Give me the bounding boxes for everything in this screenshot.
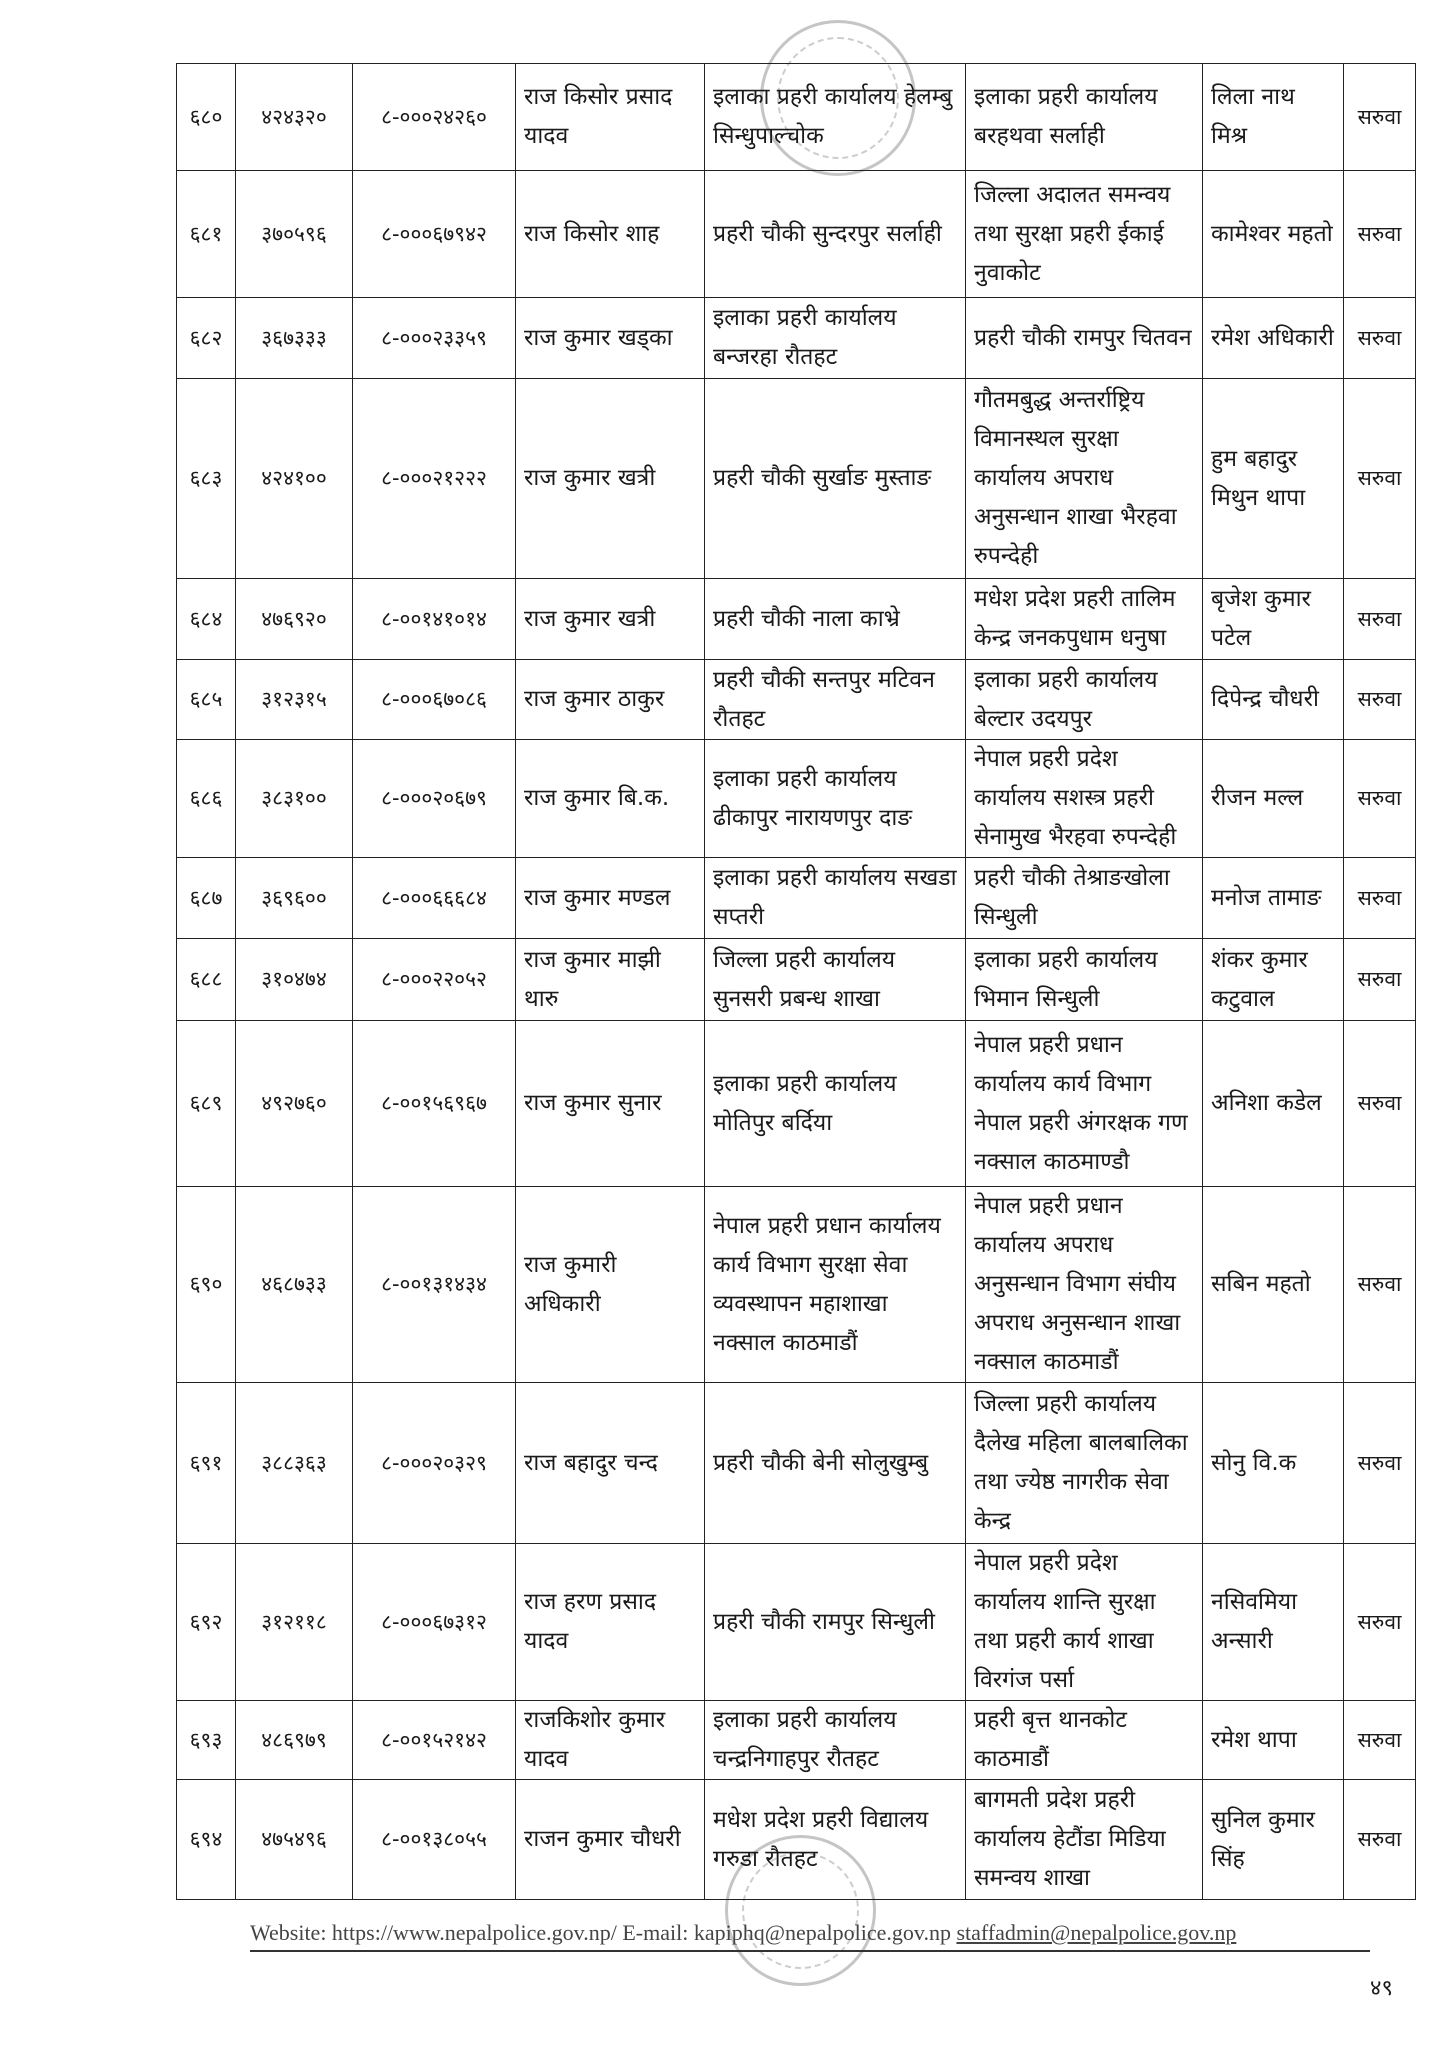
transfer-type: सरुवा [1344, 1780, 1416, 1900]
current-office: प्रहरी चौकी सुर्खाङ मुस्ताङ [705, 379, 966, 579]
employee-name: राज कुमार माझी थारु [516, 939, 705, 1021]
employee-name: राज किसोर प्रसाद यादव [516, 64, 705, 171]
code-number: ८-०००२०३२९ [353, 1383, 516, 1544]
replacement-name: रमेश अधिकारी [1203, 298, 1344, 379]
transfer-office: प्रहरी बृत्त थानकोट काठमाडौं [966, 1701, 1203, 1780]
current-office: इलाका प्रहरी कार्यालय चन्द्रनिगाहपुर रौतहट [705, 1701, 966, 1780]
employee-id: ३६९६०० [236, 858, 353, 939]
replacement-name: हुम बहादुर मिथुन थापा [1203, 379, 1344, 579]
transfer-table [176, 63, 1416, 1900]
table-row [177, 740, 1416, 858]
serial-number: ६८७ [177, 858, 236, 939]
replacement-name: दिपेन्द्र चौधरी [1203, 660, 1344, 740]
transfer-office: जिल्ला प्रहरी कार्यालय दैलेख महिला बालबालिका तथा ज्येष्ठ नागरीक सेवा केन्द्र [966, 1383, 1203, 1544]
code-number: ८-००१५६९६७ [353, 1021, 516, 1187]
current-office: इलाका प्रहरी कार्यालय बन्जरहा रौतहट [705, 298, 966, 379]
serial-number: ६८२ [177, 298, 236, 379]
transfer-type: सरुवा [1344, 858, 1416, 939]
transfer-office: नेपाल प्रहरी प्रधान कार्यालय अपराध अनुसन्धान विभाग संघीय अपराध अनुसन्धान शाखा नक्साल काठमाडौं [966, 1187, 1203, 1383]
code-number: ८-०००६७३१२ [353, 1544, 516, 1701]
table-row [177, 858, 1416, 939]
serial-number: ६८४ [177, 579, 236, 660]
code-number: ८-०००६६६८४ [353, 858, 516, 939]
footer-contact [250, 1920, 1370, 1952]
replacement-name: शंकर कुमार कटुवाल [1203, 939, 1344, 1021]
employee-id: ४६८७३३ [236, 1187, 353, 1383]
current-office: मधेश प्रदेश प्रहरी विद्यालय गरुडा रौतहट [705, 1780, 966, 1900]
table-row [177, 1701, 1416, 1780]
serial-number: ६८८ [177, 939, 236, 1021]
transfer-office: प्रहरी चौकी रामपुर चितवन [966, 298, 1203, 379]
transfer-office: नेपाल प्रहरी प्रधान कार्यालय कार्य विभाग नेपाल प्रहरी अंगरक्षक गण नक्साल काठमाण्डौ [966, 1021, 1203, 1187]
code-number: ८-०००६७०८६ [353, 660, 516, 740]
replacement-name: लिला नाथ मिश्र [1203, 64, 1344, 171]
employee-id: ३१२११८ [236, 1544, 353, 1701]
employee-name: राज किसोर शाह [516, 171, 705, 298]
employee-id: ४२४१०० [236, 379, 353, 579]
table-row [177, 64, 1416, 171]
code-number: ८-०००२२०५२ [353, 939, 516, 1021]
transfer-office: इलाका प्रहरी कार्यालय बेल्टार उदयपुर [966, 660, 1203, 740]
transfer-type: सरुवा [1344, 298, 1416, 379]
transfer-office: गौतमबुद्ध अन्तर्राष्ट्रिय विमानस्थल सुरक्षा कार्यालय अपराध अनुसन्धान शाखा भैरहवा रुपन्देही [966, 379, 1203, 579]
transfer-office: इलाका प्रहरी कार्यालय भिमान सिन्धुली [966, 939, 1203, 1021]
replacement-name: नसिवमिया अन्सारी [1203, 1544, 1344, 1701]
code-number: ८-००१३१४३४ [353, 1187, 516, 1383]
employee-id: ३६७३३३ [236, 298, 353, 379]
current-office: प्रहरी चौकी नाला काभ्रे [705, 579, 966, 660]
employee-name: राज कुमार खत्री [516, 579, 705, 660]
transfer-type: सरुवा [1344, 379, 1416, 579]
table-row [177, 171, 1416, 298]
table-row [177, 579, 1416, 660]
serial-number: ६८३ [177, 379, 236, 579]
employee-id: ४८६९७९ [236, 1701, 353, 1780]
table-row [177, 379, 1416, 579]
table-row [177, 1780, 1416, 1900]
current-office: प्रहरी चौकी रामपुर सिन्धुली [705, 1544, 966, 1701]
code-number: ८-०००२१२२२ [353, 379, 516, 579]
code-number: ८-०००६७९४२ [353, 171, 516, 298]
transfer-type: सरुवा [1344, 740, 1416, 858]
employee-name: राजकिशोर कुमार यादव [516, 1701, 705, 1780]
employee-id: ४७५४९६ [236, 1780, 353, 1900]
table-row [177, 939, 1416, 1021]
current-office: इलाका प्रहरी कार्यालय मोतिपुर बर्दिया [705, 1021, 966, 1187]
replacement-name: मनोज तामाङ [1203, 858, 1344, 939]
transfer-office: नेपाल प्रहरी प्रदेश कार्यालय शान्ति सुरक्षा तथा प्रहरी कार्य शाखा विरगंज पर्सा [966, 1544, 1203, 1701]
current-office: प्रहरी चौकी सुन्दरपुर सर्लाही [705, 171, 966, 298]
current-office: इलाका प्रहरी कार्यालय ढीकापुर नारायणपुर दाङ [705, 740, 966, 858]
table-row [177, 660, 1416, 740]
footer-website: Website: https://www.nepalpolice.gov.np/ E-mail: kapiphq@nepalpolice.gov.np [250, 1920, 951, 1945]
replacement-name: सोनु वि.क [1203, 1383, 1344, 1544]
employee-id: ४७६९२० [236, 579, 353, 660]
serial-number: ६८५ [177, 660, 236, 740]
transfer-office: प्रहरी चौकी तेश्राङखोला सिन्धुली [966, 858, 1203, 939]
employee-name: राज कुमार ठाकुर [516, 660, 705, 740]
replacement-name: कामेश्वर महतो [1203, 171, 1344, 298]
current-office: इलाका प्रहरी कार्यालय हेलम्बु सिन्धुपाल्चोक [705, 64, 966, 171]
employee-name: राज कुमार खड्का [516, 298, 705, 379]
transfer-type: सरुवा [1344, 1701, 1416, 1780]
employee-id: ४२४३२० [236, 64, 353, 171]
serial-number: ६८६ [177, 740, 236, 858]
transfer-type: सरुवा [1344, 1187, 1416, 1383]
code-number: ८-०००२०६७९ [353, 740, 516, 858]
employee-name: राज बहादुर चन्द [516, 1383, 705, 1544]
employee-name: राज कुमारी अधिकारी [516, 1187, 705, 1383]
serial-number: ६९२ [177, 1544, 236, 1701]
code-number: ८-०००२४२६० [353, 64, 516, 171]
transfer-office: नेपाल प्रहरी प्रदेश कार्यालय सशस्त्र प्रहरी सेनामुख भैरहवा रुपन्देही [966, 740, 1203, 858]
code-number: ८-०००२३३५९ [353, 298, 516, 379]
transfer-type: सरुवा [1344, 660, 1416, 740]
serial-number: ६९३ [177, 1701, 236, 1780]
current-office: जिल्ला प्रहरी कार्यालय सुनसरी प्रबन्ध शाखा [705, 939, 966, 1021]
transfer-type: सरुवा [1344, 1544, 1416, 1701]
transfer-type: सरुवा [1344, 1383, 1416, 1544]
replacement-name: सुनिल कुमार सिंह [1203, 1780, 1344, 1900]
employee-id: ३८३१०० [236, 740, 353, 858]
serial-number: ६८१ [177, 171, 236, 298]
employee-name: राज कुमार सुनार [516, 1021, 705, 1187]
serial-number: ६९४ [177, 1780, 236, 1900]
replacement-name: रीजन मल्ल [1203, 740, 1344, 858]
table-row [177, 1383, 1416, 1544]
replacement-name: सबिन महतो [1203, 1187, 1344, 1383]
current-office: प्रहरी चौकी सन्तपुर मटिवन रौतहट [705, 660, 966, 740]
employee-id: ३१०४७४ [236, 939, 353, 1021]
serial-number: ६८९ [177, 1021, 236, 1187]
replacement-name: बृजेश कुमार पटेल [1203, 579, 1344, 660]
table-row [177, 298, 1416, 379]
serial-number: ६८० [177, 64, 236, 171]
code-number: ८-००१३८०५५ [353, 1780, 516, 1900]
employee-id: ३८८३६३ [236, 1383, 353, 1544]
employee-name: राज हरण प्रसाद यादव [516, 1544, 705, 1701]
current-office: नेपाल प्रहरी प्रधान कार्यालय कार्य विभाग सुरक्षा सेवा व्यवस्थापन महाशाखा नक्साल काठमाडौं [705, 1187, 966, 1383]
employee-name: राज कुमार खत्री [516, 379, 705, 579]
table-row [177, 1021, 1416, 1187]
footer-email: staffadmin@nepalpolice.gov.np [956, 1920, 1237, 1945]
employee-name: राज कुमार बि.क. [516, 740, 705, 858]
transfer-office: मधेश प्रदेश प्रहरी तालिम केन्द्र जनकपुधाम धनुषा [966, 579, 1203, 660]
page-number: ४९ [1370, 1976, 1393, 2001]
code-number: ८-००१४१०१४ [353, 579, 516, 660]
current-office: प्रहरी चौकी बेनी सोलुखुम्बु [705, 1383, 966, 1544]
current-office: इलाका प्रहरी कार्यालय सखडा सप्तरी [705, 858, 966, 939]
employee-id: ३१२३१५ [236, 660, 353, 740]
employee-name: राजन कुमार चौधरी [516, 1780, 705, 1900]
transfer-type: सरुवा [1344, 1021, 1416, 1187]
transfer-office: जिल्ला अदालत समन्वय तथा सुरक्षा प्रहरी ईकाई नुवाकोट [966, 171, 1203, 298]
replacement-name: रमेश थापा [1203, 1701, 1344, 1780]
transfer-type: सरुवा [1344, 579, 1416, 660]
replacement-name: अनिशा कडेल [1203, 1021, 1344, 1187]
transfer-type: सरुवा [1344, 64, 1416, 171]
serial-number: ६९० [177, 1187, 236, 1383]
table-row [177, 1544, 1416, 1701]
transfer-type: सरुवा [1344, 171, 1416, 298]
employee-id: ३७०५९६ [236, 171, 353, 298]
transfer-type: सरुवा [1344, 939, 1416, 1021]
table-row [177, 1187, 1416, 1383]
employee-id: ४९२७६० [236, 1021, 353, 1187]
serial-number: ६९१ [177, 1383, 236, 1544]
employee-name: राज कुमार मण्डल [516, 858, 705, 939]
transfer-office: बागमती प्रदेश प्रहरी कार्यालय हेटौंडा मिडिया समन्वय शाखा [966, 1780, 1203, 1900]
code-number: ८-००१५२१४२ [353, 1701, 516, 1780]
transfer-office: इलाका प्रहरी कार्यालय बरहथवा सर्लाही [966, 64, 1203, 171]
